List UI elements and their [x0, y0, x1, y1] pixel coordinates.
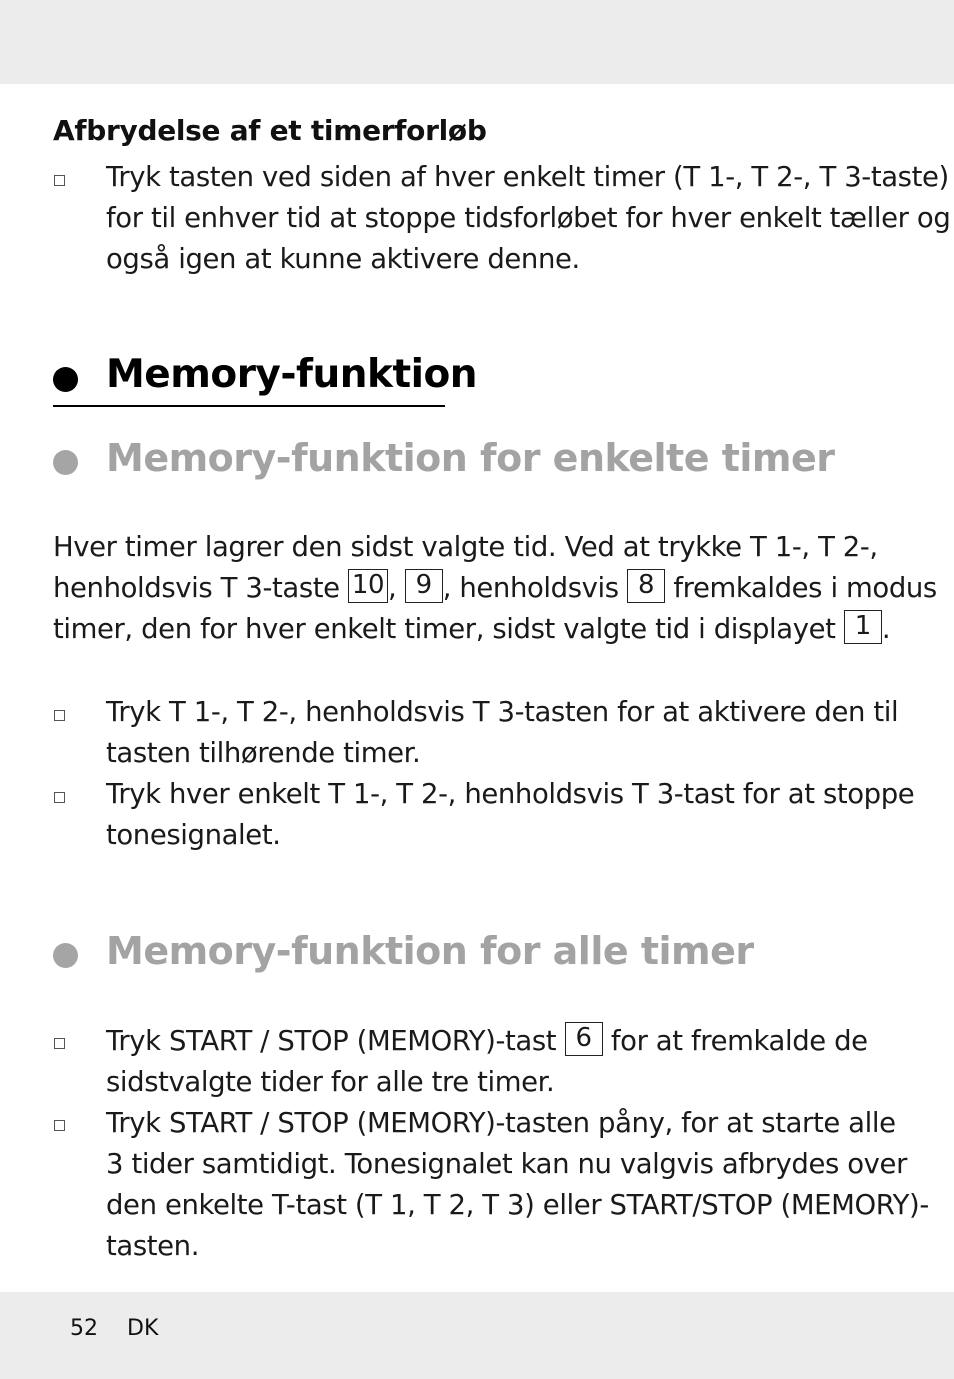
- list-item-all-1: [106, 1021, 906, 1103]
- list-item-line: Tryk hver enkelt T 1-, T 2-, henholdsvis T 3-tast for at stoppe: [106, 778, 915, 810]
- text-fragment: .: [881, 613, 891, 645]
- list-item-abort-1: [106, 157, 951, 280]
- text-fragment: , henholdsvis: [442, 572, 628, 604]
- list-item-line: Tryk START / STOP (MEMORY)-tasten påny, for at starte alle: [106, 1107, 896, 1139]
- list-item-line: tasten tilhørende timer.: [106, 737, 421, 769]
- text-fragment: ,: [388, 572, 405, 604]
- list-item-single-1: [106, 692, 906, 774]
- language-code: DK: [127, 1316, 159, 1341]
- checkbox-bullet-icon: [54, 1120, 65, 1131]
- list-item-line: Tryk T 1-, T 2-, henholdsvis T 3-tasten for at aktivere den til: [106, 696, 899, 728]
- list-item-line: 3 tider samtidigt. Tonesignalet kan nu valgvis afbrydes over: [106, 1148, 907, 1180]
- heading-underline: [53, 405, 445, 407]
- list-item-line: [106, 1021, 906, 1062]
- reference-box: 8: [627, 569, 665, 603]
- list-item-line: tonesignalet.: [106, 819, 281, 851]
- subheading-abort: Afbrydelse af et timerforløb: [53, 114, 487, 147]
- list-item-line: sidstvalgte tider for alle tre timer.: [106, 1066, 555, 1098]
- text-fragment: Tryk START / STOP (MEMORY)-tast: [106, 1025, 565, 1057]
- section-heading-single-timer: Memory-funktion for enkelte timer: [106, 436, 835, 480]
- text-fragment: timer, den for hver enkelt timer, sidst valgte tid i displayet: [53, 613, 844, 645]
- gray-bullet-dot-icon: [53, 943, 78, 968]
- list-item-all-2: [106, 1103, 929, 1267]
- list-item-line: den enkelte T-tast (T 1, T 2, T 3) eller START/STOP (MEMORY)-: [106, 1189, 929, 1221]
- section-heading-memory: Memory-funktion: [106, 352, 478, 397]
- checkbox-bullet-icon: [54, 792, 65, 803]
- top-margin-band: [0, 0, 954, 84]
- section-heading-all-timers: Memory-funktion for alle timer: [106, 929, 754, 973]
- paragraph-single-timer: [53, 527, 937, 650]
- checkbox-bullet-icon: [54, 710, 65, 721]
- reference-box: 9: [405, 569, 443, 603]
- reference-box: 1: [844, 610, 882, 644]
- text-fragment: fremkaldes i modus: [665, 572, 937, 604]
- list-item-line: for til enhver tid at stoppe tidsforløbet for hver enkelt tæller og: [106, 202, 951, 234]
- list-item-single-2: [106, 774, 915, 856]
- checkbox-bullet-icon: [54, 1038, 65, 1049]
- paragraph-line: [53, 568, 937, 609]
- text-fragment: henholdsvis T 3-taste: [53, 572, 349, 604]
- black-bullet-dot-icon: [53, 367, 78, 392]
- text-fragment: for at fremkalde de: [602, 1025, 868, 1057]
- checkbox-bullet-icon: [54, 175, 65, 186]
- reference-box: 10: [348, 569, 388, 603]
- page-number: 52: [70, 1316, 98, 1341]
- list-item-line: Tryk tasten ved siden af hver enkelt timer (T 1-, T 2-, T 3-taste): [106, 161, 949, 193]
- list-item-line: tasten.: [106, 1230, 200, 1262]
- list-item-line: også igen at kunne aktivere denne.: [106, 243, 580, 275]
- reference-box: 6: [565, 1022, 603, 1056]
- gray-bullet-dot-icon: [53, 450, 78, 475]
- paragraph-line: Hver timer lagrer den sidst valgte tid. Ved at trykke T 1-, T 2-,: [53, 531, 878, 563]
- paragraph-line: [53, 609, 913, 650]
